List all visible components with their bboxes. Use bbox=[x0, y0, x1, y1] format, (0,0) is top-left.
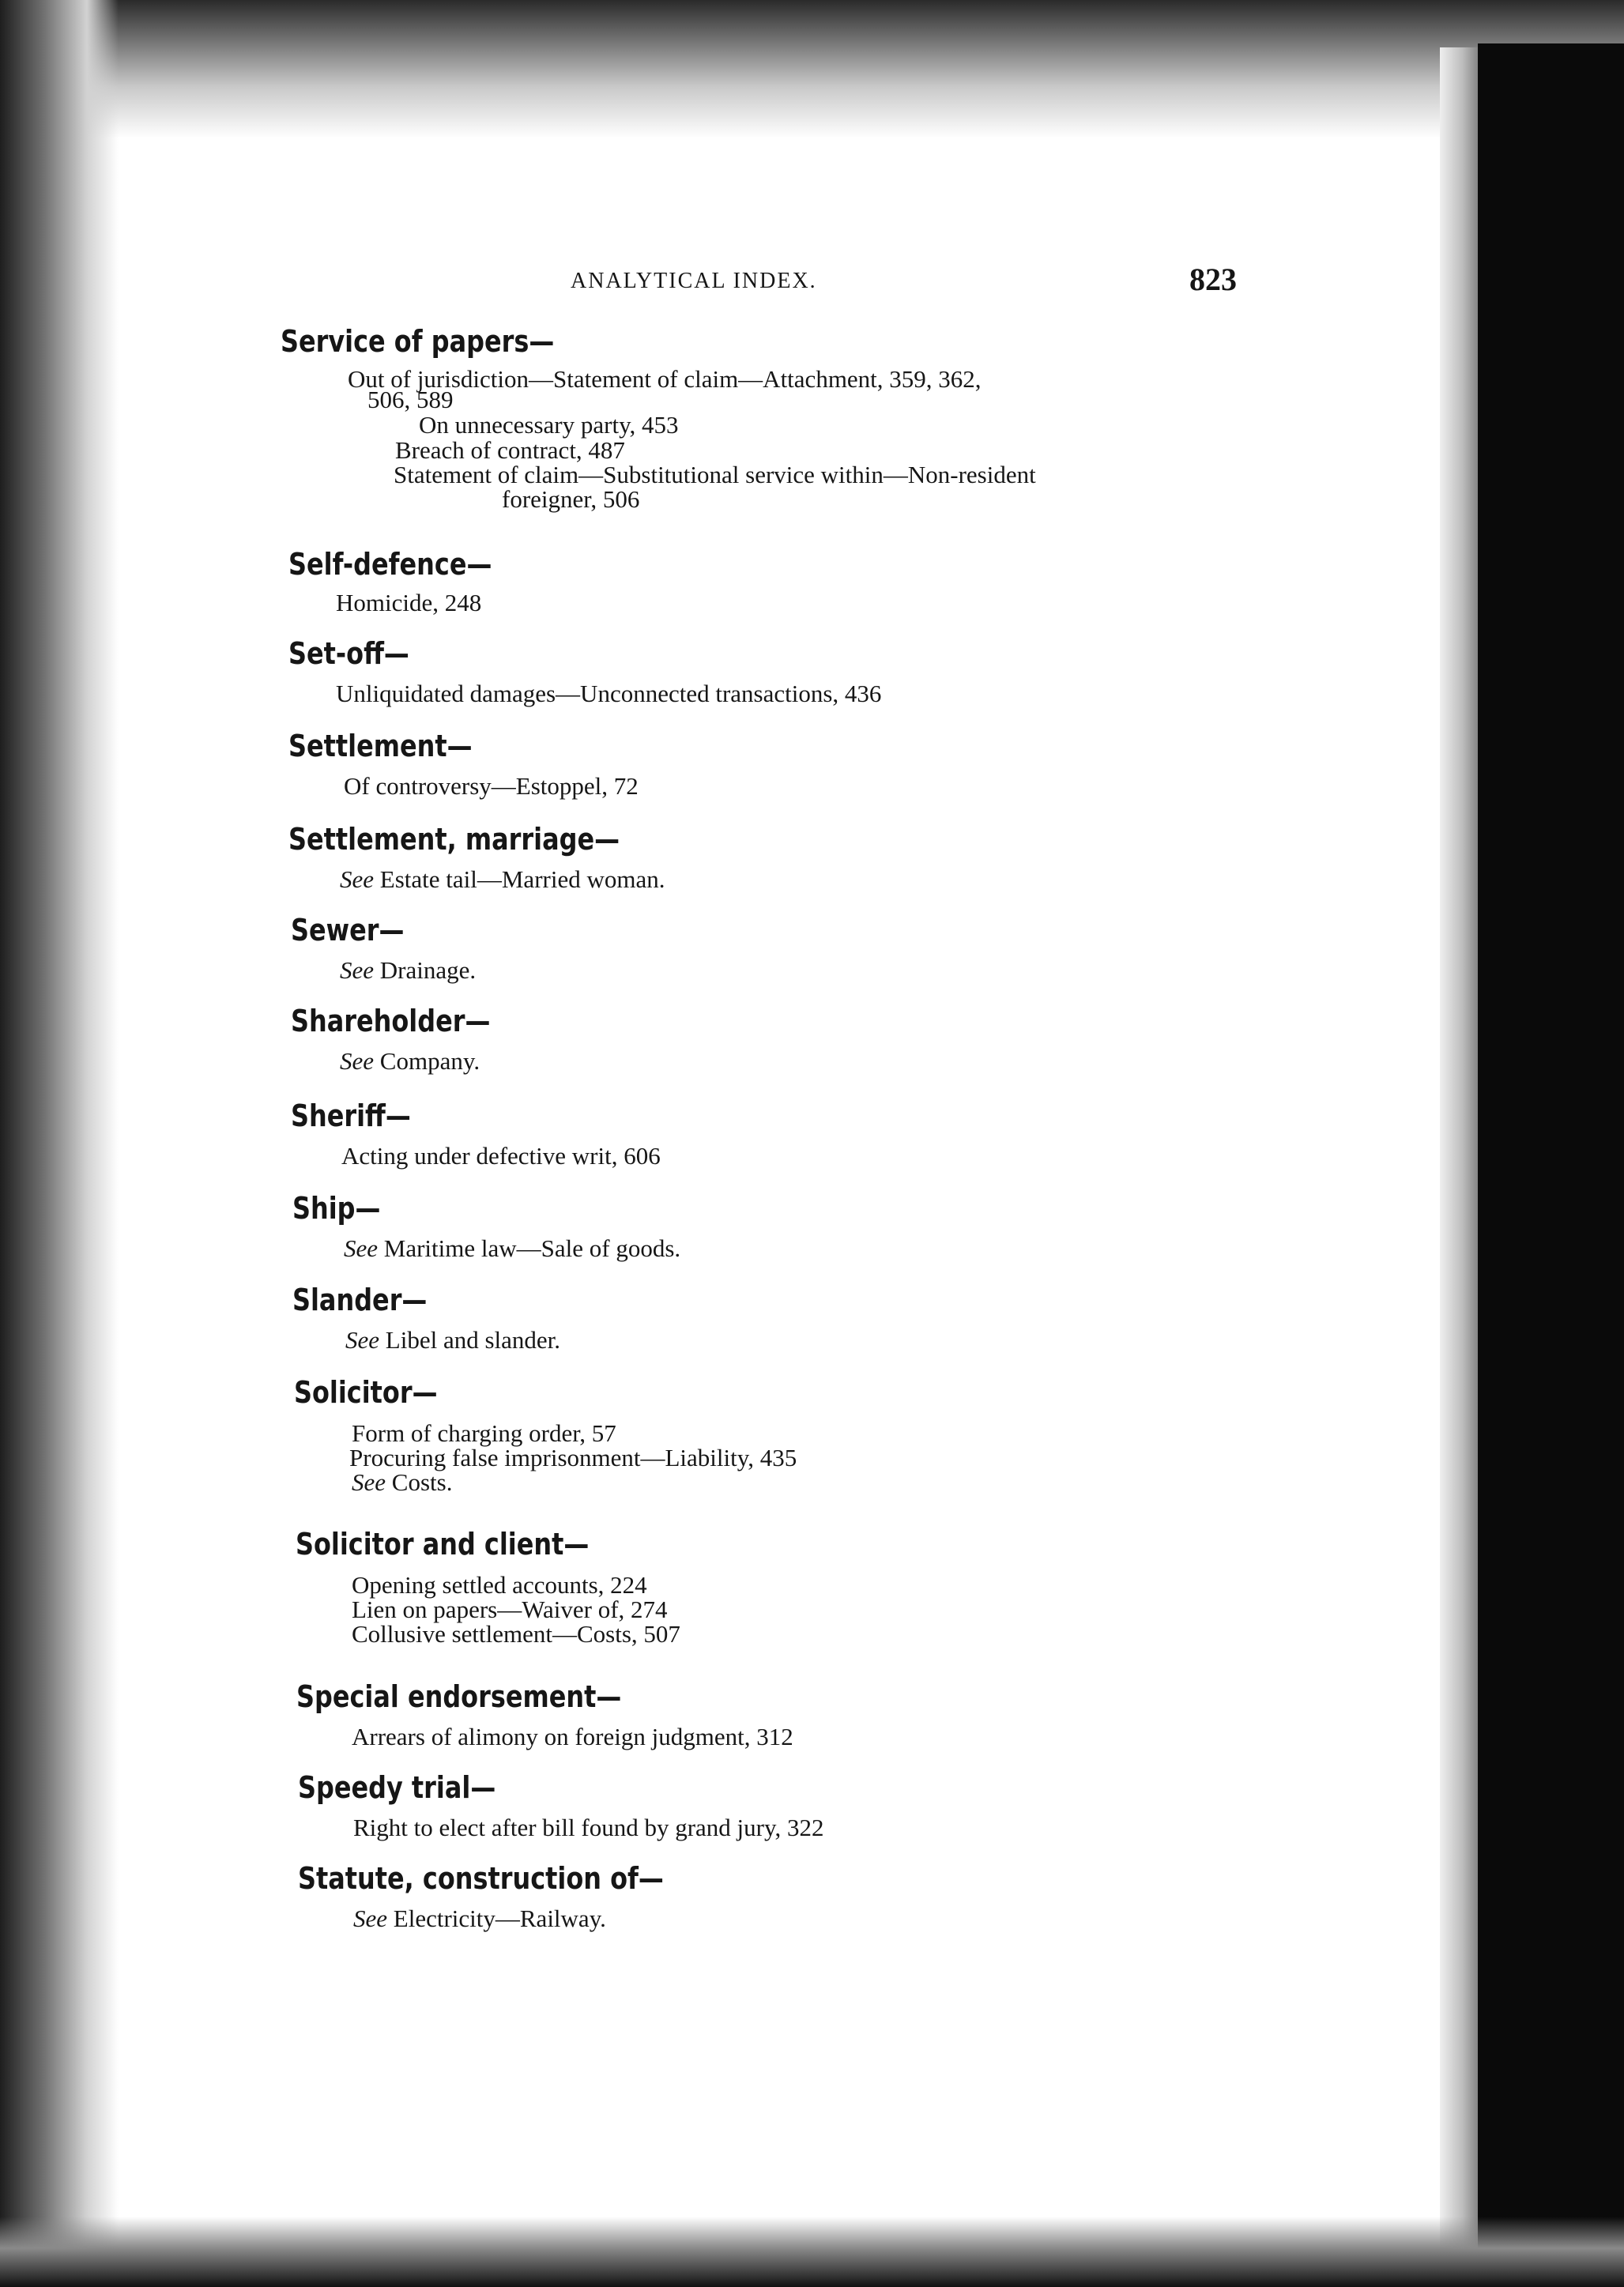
see-label: See bbox=[352, 1468, 386, 1496]
subentry-text: Lien on papers—Waiver of, 274 bbox=[352, 1596, 668, 1623]
scan-border-right bbox=[1478, 43, 1624, 2287]
subentry-text: foreigner, 506 bbox=[502, 485, 640, 513]
entry-heading: Service of papers— bbox=[281, 324, 555, 359]
entry-heading: Solicitor and client— bbox=[296, 1527, 590, 1562]
subentry-text: Statement of claim—Substitutional service within—Non-resident bbox=[394, 461, 1036, 488]
cross-reference-line bbox=[340, 1047, 480, 1076]
page-number: 823 bbox=[1189, 262, 1237, 297]
see-label: See bbox=[345, 1326, 380, 1354]
subentry-line bbox=[353, 1814, 823, 1842]
page-edge-strip bbox=[1440, 47, 1481, 2276]
subentry-text: Arrears of alimony on foreign judgment, 312 bbox=[352, 1723, 793, 1750]
cross-reference-line bbox=[340, 865, 665, 894]
entry-heading: Sewer— bbox=[291, 913, 405, 948]
entry-heading: Sheriff— bbox=[291, 1098, 411, 1133]
subentry-text: Unliquidated damages—Unconnected transactions, 436 bbox=[336, 680, 882, 707]
cross-reference-line bbox=[345, 1326, 560, 1354]
entry-heading: Solicitor— bbox=[294, 1375, 438, 1410]
subentry-line bbox=[336, 589, 481, 617]
scan-border-bottom bbox=[0, 2217, 1624, 2287]
subentry-text: On unnecessary party, 453 bbox=[419, 411, 679, 439]
subentry-text: Drainage. bbox=[379, 956, 477, 984]
entry-heading: Speedy trial— bbox=[298, 1770, 496, 1805]
subentry-text: Company. bbox=[379, 1047, 480, 1075]
subentry-line bbox=[341, 1142, 661, 1170]
see-label: See bbox=[340, 956, 375, 984]
subentry-text: Maritime law—Sale of goods. bbox=[383, 1234, 681, 1262]
subentry-text: 506, 589 bbox=[367, 386, 454, 413]
subentry-text: Collusive settlement—Costs, 507 bbox=[352, 1620, 680, 1648]
cross-reference-line bbox=[344, 1234, 680, 1263]
entry-heading: Settlement, marriage— bbox=[288, 822, 620, 857]
scan-border-top bbox=[0, 0, 1624, 138]
subentry-text: Breach of contract, 487 bbox=[395, 436, 625, 464]
subentry-text: Electricity—Railway. bbox=[393, 1905, 606, 1932]
see-label: See bbox=[353, 1905, 388, 1932]
subentry-line bbox=[502, 485, 639, 514]
subentry-line bbox=[352, 1620, 680, 1648]
entry-heading: Statute, construction of— bbox=[298, 1861, 664, 1896]
subentry-text: Out of jurisdiction—Statement of claim—Attachment, 359, 362, bbox=[348, 365, 982, 393]
scan-border-left bbox=[0, 0, 119, 2287]
running-header: ANALYTICAL INDEX. bbox=[571, 269, 817, 293]
subentry-text: Homicide, 248 bbox=[336, 589, 482, 616]
subentry-text: Opening settled accounts, 224 bbox=[352, 1571, 647, 1599]
cross-reference-line bbox=[353, 1905, 606, 1933]
subentry-text: Of controversy—Estoppel, 72 bbox=[344, 772, 639, 800]
see-label: See bbox=[340, 1047, 375, 1075]
subentry-text: Costs. bbox=[391, 1468, 453, 1496]
subentry-text: Form of charging order, 57 bbox=[352, 1419, 616, 1447]
subentry-text: Acting under defective writ, 606 bbox=[341, 1142, 661, 1170]
cross-reference-line bbox=[352, 1468, 452, 1497]
entry-heading: Ship— bbox=[292, 1191, 381, 1226]
subentry-text: Libel and slander. bbox=[385, 1326, 561, 1354]
subentry-text: Estate tail—Married woman. bbox=[379, 865, 665, 893]
subentry-text: Procuring false imprisonment—Liability, 435 bbox=[349, 1444, 797, 1471]
see-label: See bbox=[340, 865, 375, 893]
subentry-line bbox=[394, 461, 1036, 489]
subentry-line bbox=[344, 772, 639, 801]
subentry-line bbox=[419, 411, 679, 439]
entry-heading: Special endorsement— bbox=[296, 1679, 622, 1714]
cross-reference-line bbox=[340, 956, 476, 985]
entry-heading: Shareholder— bbox=[291, 1004, 491, 1038]
entry-heading: Set-off— bbox=[288, 636, 409, 671]
subentry-line bbox=[352, 1723, 793, 1751]
entry-heading: Settlement— bbox=[288, 729, 473, 763]
subentry-line bbox=[367, 386, 454, 414]
subentry-line bbox=[336, 680, 881, 708]
see-label: See bbox=[344, 1234, 379, 1262]
subentry-text: Right to elect after bill found by grand jury, 322 bbox=[353, 1814, 824, 1841]
entry-heading: Self-defence— bbox=[288, 547, 492, 582]
entry-heading: Slander— bbox=[292, 1283, 428, 1317]
